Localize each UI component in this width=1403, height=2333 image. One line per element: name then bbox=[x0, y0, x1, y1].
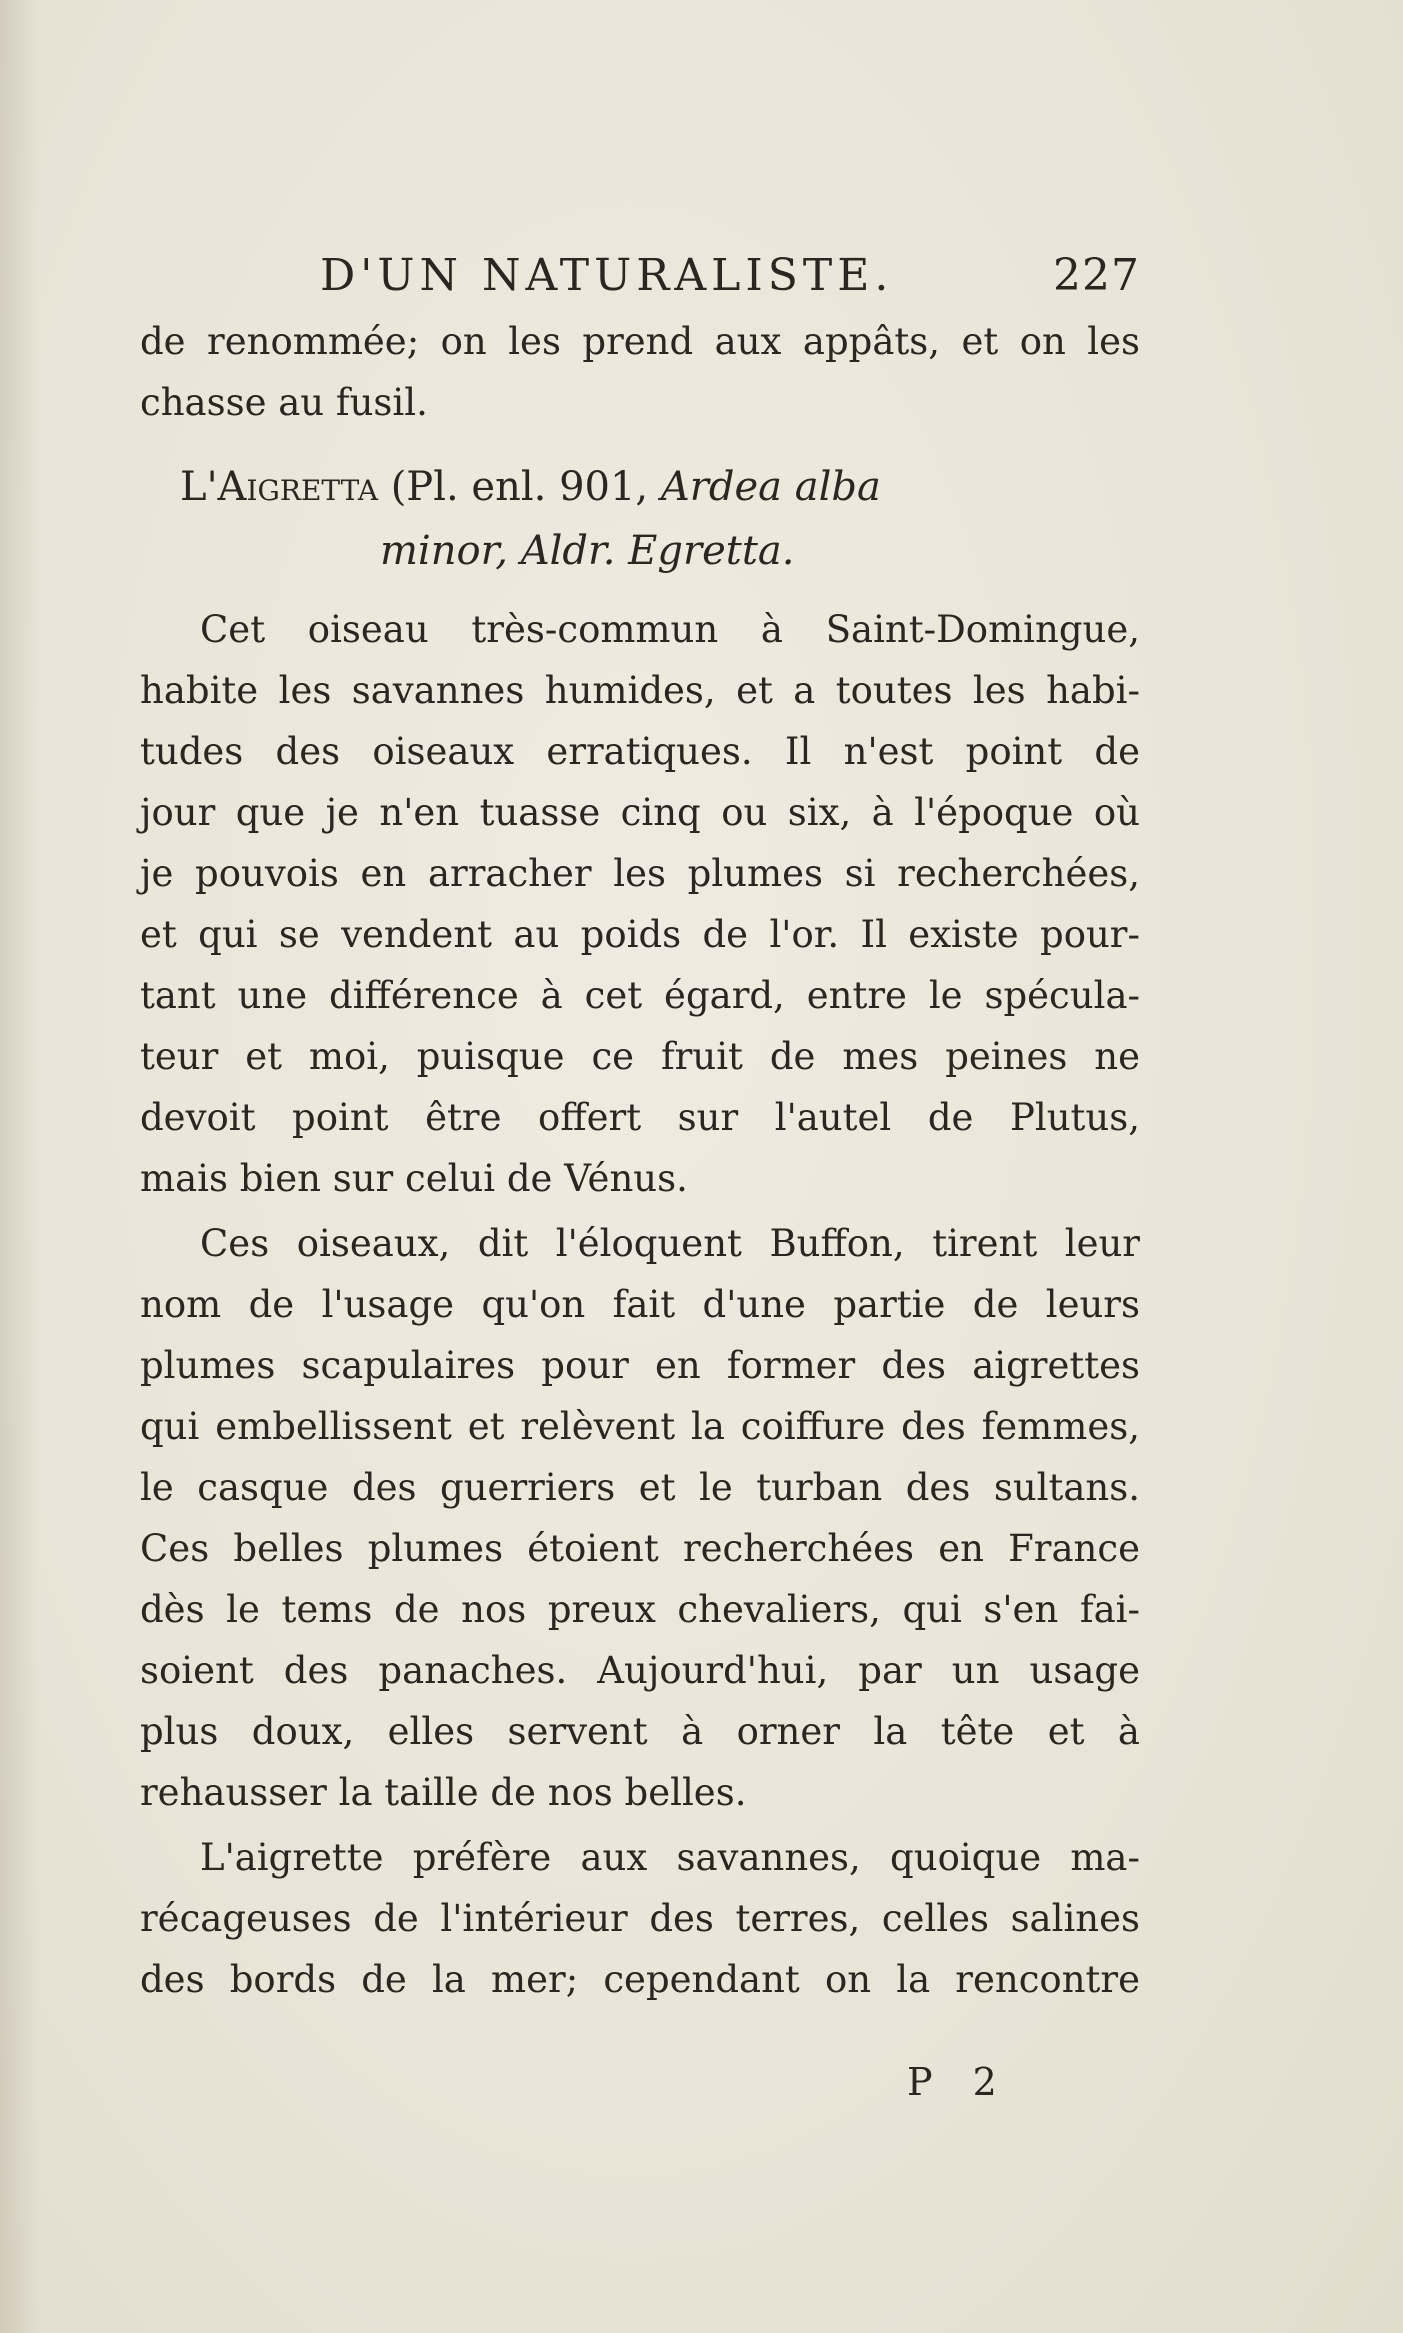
text-line: Cet oiseau très-commun à Saint-Domingue, bbox=[200, 608, 1140, 651]
paragraph-1 bbox=[140, 599, 1140, 1209]
text-line: dès le tems de nos preux chevaliers, qui s'en fai- bbox=[140, 1588, 1140, 1631]
text-line: nom de l'usage qu'on fait d'une partie de leurs bbox=[140, 1283, 1140, 1326]
text-line: habite les savannes humides, et a toutes les habi- bbox=[140, 669, 1140, 712]
latin-name: Ardea alba bbox=[660, 464, 881, 510]
text-line: teur et moi, puisque ce fruit de mes peines ne bbox=[140, 1035, 1140, 1078]
species-name: L'Aigretta bbox=[180, 464, 378, 510]
running-head bbox=[320, 250, 1140, 301]
text-line: rehausser la taille de nos belles. bbox=[140, 1771, 747, 1814]
text-line: récageuses de l'intérieur des terres, celles salines bbox=[140, 1897, 1140, 1940]
text-line: plus doux, elles servent à orner la tête et à bbox=[140, 1710, 1140, 1753]
text-line: tudes des oiseaux erratiques. Il n'est point de bbox=[140, 730, 1140, 773]
text-line: Ces oiseaux, dit l'éloquent Buffon, tirent leur bbox=[200, 1222, 1140, 1265]
text-line: Ces belles plumes étoient recherchées en France bbox=[140, 1527, 1140, 1570]
text-line: je pouvois en arracher les plumes si recherchées, bbox=[140, 852, 1140, 895]
plate-reference: (Pl. enl. 901, bbox=[390, 464, 649, 510]
paragraph-3 bbox=[140, 1827, 1140, 2010]
signature-mark: P 2 bbox=[907, 2060, 1011, 2104]
text-line: tant une différence à cet égard, entre le spécula- bbox=[140, 974, 1140, 1017]
text-line: mais bien sur celui de Vénus. bbox=[140, 1157, 688, 1200]
running-title: D'UN NATURALISTE. bbox=[320, 250, 894, 301]
species-heading bbox=[180, 453, 1140, 521]
text-line: qui embellissent et relèvent la coiffure des femmes, bbox=[140, 1405, 1140, 1448]
text-line: jour que je n'en tuasse cinq ou six, à l'époque où bbox=[140, 791, 1140, 834]
text-line: et qui se vendent au poids de l'or. Il existe pour- bbox=[140, 913, 1140, 956]
text-block bbox=[140, 250, 1140, 2010]
text-line: soient des panaches. Aujourd'hui, par un usage bbox=[140, 1649, 1140, 1692]
text-line: le casque des guerriers et le turban des sultans. bbox=[140, 1466, 1140, 1509]
species-heading-continued: minor, Aldr. Egretta. bbox=[380, 528, 795, 574]
text-line: devoit point être offert sur l'autel de Plutus, bbox=[140, 1096, 1140, 1139]
page-number: 227 bbox=[1053, 250, 1140, 301]
text-line: des bords de la mer; cependant on la rencontre bbox=[140, 1958, 1140, 2001]
text-line: L'aigrette préfère aux savannes, quoique ma- bbox=[200, 1836, 1140, 1879]
text-line: plumes scapulaires pour en former des aigrettes bbox=[140, 1344, 1140, 1387]
spine-shadow bbox=[0, 0, 40, 2333]
continuation-line: de renommée; on les prend aux appâts, et on les bbox=[140, 320, 1140, 363]
continuation-line: chasse au fusil. bbox=[140, 381, 428, 424]
paragraph-2 bbox=[140, 1213, 1140, 1823]
